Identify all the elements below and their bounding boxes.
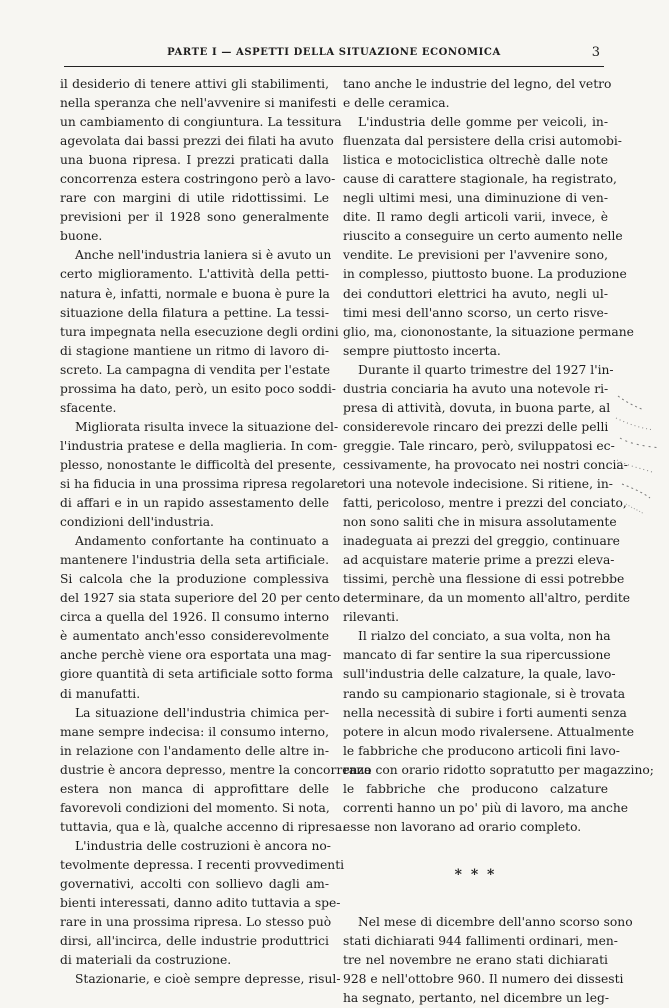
text-line: Durante il quarto trimestre del 1927 l'in- xyxy=(358,362,614,377)
text-line: l'industria pratese e della maglieria. In com- xyxy=(60,438,338,453)
text-line: dustria conciaria ha avuto una notevole ri- xyxy=(343,381,609,396)
text-line: sull'industria delle calzature, la quale, lavo- xyxy=(343,667,616,682)
text-line: tuttavia, qua e là, qualche accenno di ripresa. xyxy=(60,819,347,834)
text-line: una buona ripresa. I prezzi praticati dalla xyxy=(60,153,329,168)
text-line: favorevoli condizioni del momento. Si nota, xyxy=(60,800,330,815)
page-number: 3 xyxy=(591,45,600,60)
text-line: non sono saliti che in misura assolutamente xyxy=(343,515,617,530)
text-line: natura è, infatti, normale e buona è pure la xyxy=(60,286,330,301)
text-line: giore quantità di seta artificiale sotto forma xyxy=(60,667,334,682)
text-line: rare in una prossima ripresa. Lo stesso può xyxy=(60,915,332,930)
text-line: greggie. Tale rincaro, però, sviluppatosi ec- xyxy=(343,438,615,453)
text-line: un cambiamento di congiuntura. La tessitura xyxy=(60,115,342,130)
text-line: tori una notevole indecisione. Si ritiene, in- xyxy=(343,476,613,491)
text-line: di affari e in un rapido assestamento delle xyxy=(60,496,329,511)
text-line: prossima ha dato, però, un esito poco soddi- xyxy=(60,381,336,396)
text-line: plesso, nonostante le difficoltà del presente, xyxy=(60,457,336,472)
section-separator: * * * xyxy=(454,866,497,883)
text-line: si ha fiducia in una prossima ripresa regolare xyxy=(60,476,345,491)
text-line: 928 e nell'ottobre 960. Il numero dei dissesti xyxy=(343,972,624,987)
text-line: bienti interessati, danno adito tuttavia a spe- xyxy=(60,896,341,911)
text-line: del 1927 sia stata superiore del 20 per cento xyxy=(60,591,341,606)
text-line: La situazione dell'industria chimica per- xyxy=(75,705,329,720)
text-line: correnti hanno un po' più di lavoro, ma anche xyxy=(343,800,629,815)
text-line: nella speranza che nell'avvenire si manifesti xyxy=(60,96,337,111)
text-line: certo miglioramento. L'attività della petti- xyxy=(60,267,329,282)
text-line: Nel mese di dicembre dell'anno scorso sono xyxy=(358,914,633,929)
text-line: governativi, accolti con sollievo dagli am- xyxy=(60,876,329,891)
text-line: previsioni per il 1928 sono generalmente xyxy=(60,210,329,225)
text-line: rando su campionario stagionale, si è trovata xyxy=(343,686,626,701)
text-line: esse non lavorano ad orario completo. xyxy=(343,819,582,834)
text-line: sfacente. xyxy=(60,400,117,415)
right-column-upper-text xyxy=(343,75,654,837)
text-line: dei conduttori elettrici ha avuto, negli ul- xyxy=(343,286,608,301)
text-line: fluenzata dal persistere della crisi automobi- xyxy=(343,134,622,149)
text-line: tevolmente depressa. I recenti provvedimenti xyxy=(60,857,345,872)
text-line: le fabbriche che producono articoli fini lavo- xyxy=(343,743,620,758)
text-line: riuscito a conseguire un certo aumento nelle xyxy=(343,229,623,244)
text-line: anche perchè viene ora esportata una mag- xyxy=(60,648,332,663)
text-line: estera non manca di approfittare delle xyxy=(60,781,329,796)
text-line: potere in alcun modo rivalersene. Attualmente xyxy=(343,724,635,739)
text-line: Il rialzo del conciato, a sua volta, non ha xyxy=(358,629,611,644)
text-line: L'industria delle costruzioni è ancora no- xyxy=(75,838,331,853)
text-line: rilevanti. xyxy=(343,610,400,625)
text-line: di manufatti. xyxy=(60,686,141,701)
text-line: considerevole rincaro dei prezzi delle pelli xyxy=(343,419,609,434)
text-line: cause di carattere stagionale, ha registrato, xyxy=(343,172,617,187)
right-text-column xyxy=(343,75,654,1008)
text-line: listica e motociclistica oltrechè dalle note xyxy=(343,153,608,168)
text-line: di materiali da costruzione. xyxy=(60,953,232,968)
text-line: e delle ceramica. xyxy=(343,96,450,111)
text-line: dustrie è ancora depresso, mentre la concorrenza xyxy=(60,762,372,777)
text-line: stati dichiarati 944 fallimenti ordinari, men- xyxy=(343,933,618,948)
text-line: dirsi, all'incirca, delle industrie produttrici xyxy=(60,934,329,949)
text-line: buone. xyxy=(60,229,103,244)
text-line: sempre piuttosto incerta. xyxy=(343,343,501,358)
text-line: mancato di far sentire la sua ripercussione xyxy=(343,648,611,663)
text-line: inadeguata ai prezzi del greggio, continuare xyxy=(343,534,620,549)
text-line: il desiderio di tenere attivi gli stabilimenti, xyxy=(60,77,329,91)
text-line: dite. Il ramo degli articoli varii, invece, è xyxy=(343,210,608,225)
text-line: Stazionarie, e cioè sempre depresse, risul- xyxy=(75,972,341,987)
text-line: determinare, da un momento all'altro, perdite xyxy=(343,591,631,606)
text-line: in complesso, piuttosto buone. La produzione xyxy=(343,267,627,282)
text-line: glio, ma, ciononostante, la situazione permane xyxy=(343,324,634,339)
text-line: rare con margini di utile ridottissimi. Le xyxy=(60,191,329,206)
text-line: tre nel novembre ne erano stati dichiarati xyxy=(343,952,608,967)
text-line: timi mesi dell'anno scorso, un certo risve- xyxy=(343,305,608,320)
text-line: screto. La campagna di vendita per l'estate xyxy=(60,362,330,377)
text-line: tano anche le industrie del legno, del vetro xyxy=(343,77,612,91)
text-line: fatti, pericoloso, mentre i prezzi del conciato, xyxy=(343,496,627,511)
text-line: cessivamente, ha provocato nei nostri concia- xyxy=(343,457,628,472)
text-line: circa a quella del 1926. Il consumo interno xyxy=(60,610,329,625)
text-line: Migliorata risulta invece la situazione del- xyxy=(75,419,339,434)
text-line: vendite. Le previsioni per l'avvenire sono, xyxy=(343,248,608,263)
text-line: L'industria delle gomme per veicoli, in- xyxy=(358,115,608,130)
text-line: concorrenza estera costringono però a lavo- xyxy=(60,172,336,187)
text-line: di stagione mantiene un ritmo di lavoro di- xyxy=(60,343,329,358)
text-line: le fabbriche che producono calzature xyxy=(343,781,608,796)
text-line: Si calcola che la produzione complessiva xyxy=(60,572,329,587)
text-line: tura impegnata nella esecuzione degli ordini xyxy=(60,324,339,339)
text-line: situazione della filatura a pettine. La tessi- xyxy=(60,305,329,320)
text-line: ha segnato, pertanto, nel dicembre un leg- xyxy=(343,991,610,1006)
text-line: in relazione con l'andamento delle altre in- xyxy=(60,743,329,758)
text-line: mane sempre indecisa: il consumo interno, xyxy=(60,724,329,739)
text-line: rano con orario ridotto sopratutto per magazzino; xyxy=(343,762,654,777)
text-line: nella necessità di subire i forti aumenti senza xyxy=(343,705,627,720)
text-line: negli ultimi mesi, una diminuzione di ven- xyxy=(343,191,608,206)
text-line: agevolata dai bassi prezzi dei filati ha avuto xyxy=(60,134,334,149)
text-line: presa di attività, dovuta, in buona parte, al xyxy=(343,400,611,415)
text-line: è aumentato anch'esso considerevolmente xyxy=(60,629,329,644)
text-line: condizioni dell'industria. xyxy=(60,515,214,530)
page-edge-scan-mark xyxy=(614,388,666,516)
text-line: Anche nell'industria laniera si è avuto un xyxy=(75,248,332,263)
right-column-lower-text xyxy=(343,913,633,1008)
text-line: ad acquistare materie prime a prezzi eleva- xyxy=(343,553,615,568)
text-line: Andamento confortante ha continuato a xyxy=(75,534,329,549)
running-title: PARTE I — ASPETTI DELLA SITUAZIONE ECONOMICA xyxy=(167,47,501,58)
text-line: mantenere l'industria della seta artificiale. xyxy=(60,553,329,568)
text-line: tissimi, perchè una flessione di essi potrebbe xyxy=(343,572,625,587)
page-header xyxy=(64,44,604,67)
